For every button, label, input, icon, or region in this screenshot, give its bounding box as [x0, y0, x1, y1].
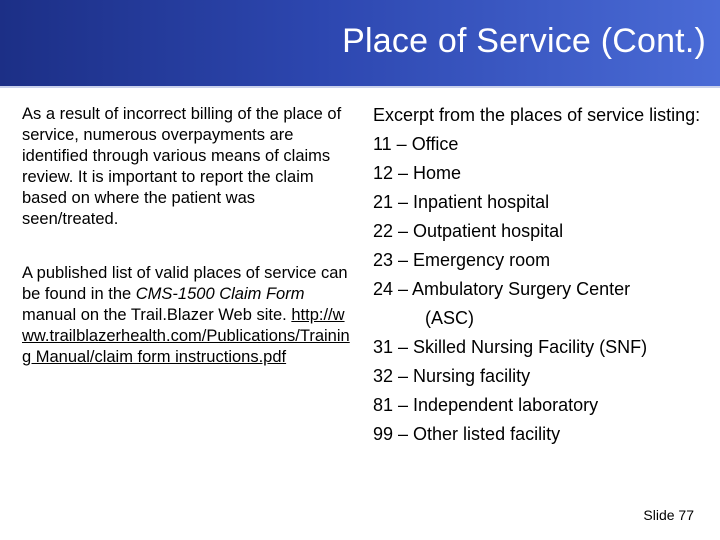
- list-item: [373, 362, 708, 391]
- list-item-text: 23 – Emergency room: [373, 250, 551, 270]
- list-item: [373, 275, 708, 333]
- slide-number: Slide 77: [643, 507, 694, 523]
- published-list-text-end: manual on the Trail.Blazer Web site.: [22, 306, 287, 324]
- slide-title: Place of Service (Cont.): [342, 22, 706, 60]
- left-column: [22, 104, 352, 368]
- list-item-text: 99 – Other listed facility: [373, 424, 561, 444]
- list-item-text: 21 – Inpatient hospital: [373, 192, 550, 212]
- list-item-continuation: (ASC): [425, 308, 474, 328]
- claim-form-instructions-link[interactable]: http://www.trailblazerhealth.com/Publications/Training Manual/claim form instructions.pdf: [22, 306, 350, 366]
- list-item: [373, 130, 708, 159]
- list-item: [373, 159, 708, 188]
- published-list-paragraph: [22, 263, 352, 368]
- claim-form-title: CMS-1500 Claim Form: [135, 285, 305, 303]
- list-item-text: 22 – Outpatient hospital: [373, 221, 564, 241]
- list-item: [373, 217, 708, 246]
- list-item-text: 32 – Nursing facility: [373, 366, 531, 386]
- list-item: [373, 333, 708, 362]
- list-item: [373, 391, 708, 420]
- list-item-text: 81 – Independent laboratory: [373, 395, 599, 415]
- right-column: [373, 104, 708, 449]
- list-item-text: 11 – Office: [373, 134, 459, 154]
- list-item: [373, 246, 708, 275]
- list-item-text: 12 – Home: [373, 163, 462, 183]
- list-item-text: 31 – Skilled Nursing Facility (SNF): [373, 337, 648, 357]
- listing-intro: Excerpt from the places of service listing:: [373, 105, 701, 125]
- published-list-text: A published list of valid places of service can be found in the: [22, 264, 348, 303]
- list-item: [373, 420, 708, 449]
- title-bar: [0, 0, 720, 88]
- list-item-text: 24 – Ambulatory Surgery Center: [373, 279, 631, 299]
- place-of-service-list: [373, 130, 708, 449]
- list-item: [373, 188, 708, 217]
- overpayment-paragraph: As a result of incorrect billing of the place of service, numerous overpayments are identified through various means of claims review. It is important to report the claim based on where the patient was seen/treated.: [22, 105, 342, 228]
